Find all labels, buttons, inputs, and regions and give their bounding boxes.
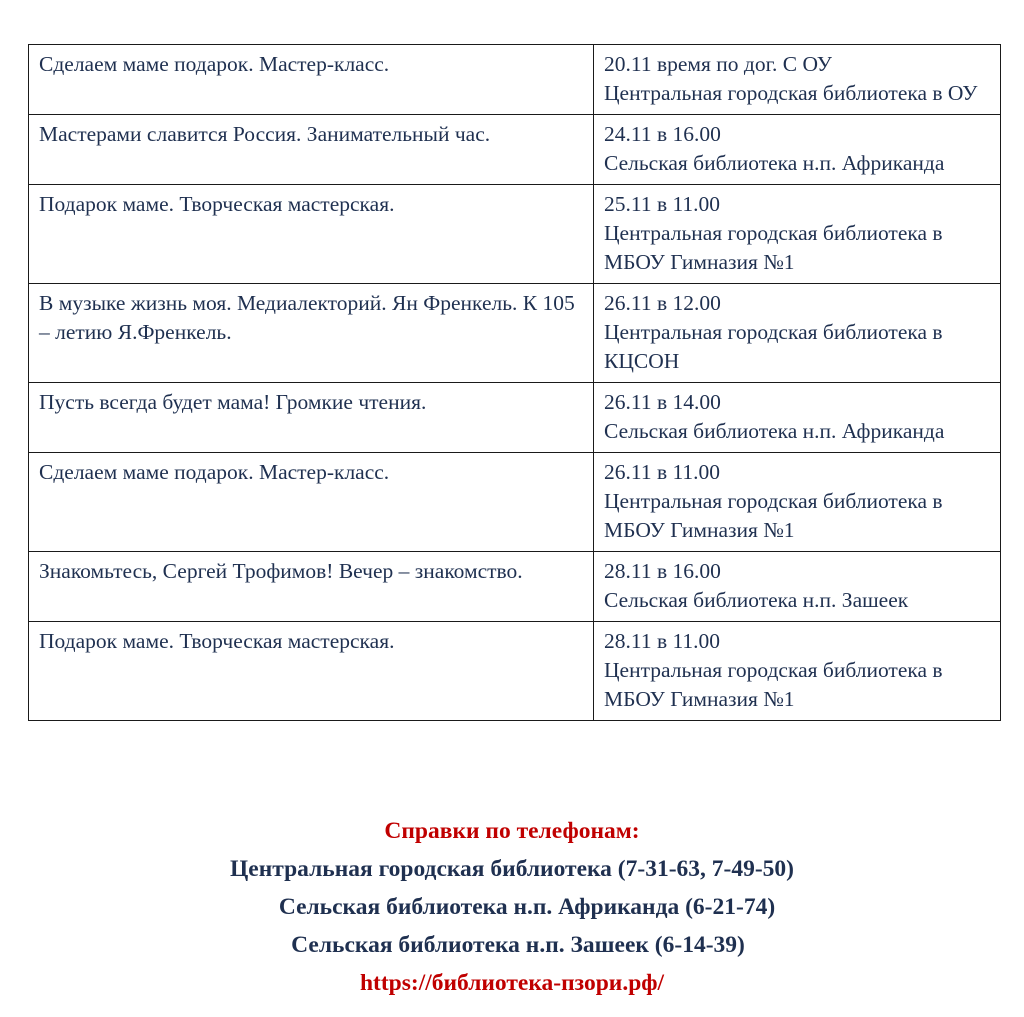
contacts-heading: Справки по телефонам:	[384, 818, 640, 844]
website-link[interactable]: https://библиотека-пзори.рф/	[359, 970, 665, 996]
table-row	[29, 552, 1001, 622]
event-time: 26.11 в 11.00	[604, 460, 721, 484]
event-title: Сделаем маме подарок. Мастер-класс.	[29, 45, 594, 115]
event-place: Центральная городская библиотека в ОУ	[604, 81, 978, 105]
event-time: 25.11 в 11.00	[604, 192, 721, 216]
event-time: 20.11 время по дог. С ОУ	[604, 52, 832, 76]
event-time-place	[594, 185, 1001, 284]
event-place: Сельская библиотека н.п. Африканда	[604, 419, 945, 443]
event-time: 26.11 в 14.00	[604, 390, 721, 414]
event-time: 28.11 в 11.00	[604, 629, 721, 653]
event-time-place	[594, 552, 1001, 622]
table-row	[29, 45, 1001, 115]
contacts-footer	[0, 812, 1024, 1002]
event-place: Сельская библиотека н.п. Африканда	[604, 151, 945, 175]
event-time: 24.11 в 16.00	[604, 122, 721, 146]
event-time-place	[594, 45, 1001, 115]
event-title: Знакомьтесь, Сергей Трофимов! Вечер – знакомство.	[29, 552, 594, 622]
contact-zasheek-library: Сельская библиотека н.п. Зашеек (6-14-39)	[291, 932, 745, 958]
event-place: Центральная городская библиотека в МБОУ Гимназия №1	[604, 221, 943, 274]
event-time-place	[594, 115, 1001, 185]
event-title: Мастерами славится Россия. Занимательный час.	[29, 115, 594, 185]
contact-afrikanda-library: Сельская библиотека н.п. Африканда (6-21-74)	[278, 894, 776, 920]
event-place: Сельская библиотека н.п. Зашеек	[604, 588, 909, 612]
event-title: Подарок маме. Творческая мастерская.	[29, 622, 594, 721]
event-title: Сделаем маме подарок. Мастер-класс.	[29, 453, 594, 552]
event-title: Подарок маме. Творческая мастерская.	[29, 185, 594, 284]
event-title: В музыке жизнь моя. Медиалекторий. Ян Френкель. К 105 – летию Я.Френкель.	[29, 284, 594, 383]
table-row	[29, 622, 1001, 721]
table-row	[29, 383, 1001, 453]
event-time-place	[594, 622, 1001, 721]
event-title: Пусть всегда будет мама! Громкие чтения.	[29, 383, 594, 453]
table-row	[29, 115, 1001, 185]
event-time-place	[594, 383, 1001, 453]
events-table	[28, 44, 1001, 721]
table-row	[29, 284, 1001, 383]
event-place: Центральная городская библиотека в МБОУ Гимназия №1	[604, 489, 943, 542]
table-row	[29, 453, 1001, 552]
event-time: 28.11 в 16.00	[604, 559, 721, 583]
event-time: 26.11 в 12.00	[604, 291, 721, 315]
event-time-place	[594, 453, 1001, 552]
event-place: Центральная городская библиотека в КЦСОН	[604, 320, 943, 373]
event-place: Центральная городская библиотека в МБОУ Гимназия №1	[604, 658, 943, 711]
event-time-place	[594, 284, 1001, 383]
table-row	[29, 185, 1001, 284]
contact-central-library: Центральная городская библиотека (7-31-63, 7-49-50)	[229, 856, 795, 882]
